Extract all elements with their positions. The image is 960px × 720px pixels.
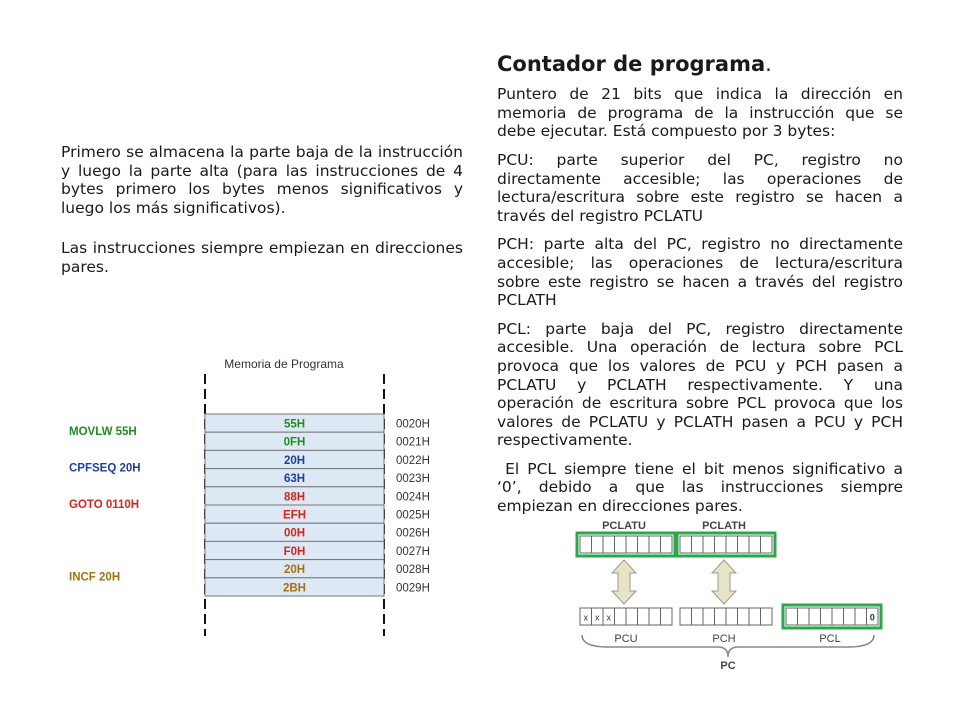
register-bit-cell bbox=[692, 536, 704, 553]
register-bit-cell bbox=[761, 536, 773, 553]
pch-description: PCH: parte alta del PC, registro no directamente accesible; las operaciones de lectura/escritura sobre este registro se hacen a través del registro PCLATH bbox=[497, 235, 903, 310]
register-bit-cell bbox=[749, 608, 761, 625]
register-bit-cell bbox=[649, 536, 661, 553]
register-bit-cell bbox=[761, 608, 773, 625]
register-bit-cell bbox=[592, 536, 604, 553]
register-bit-cell bbox=[626, 608, 638, 625]
memory-address: 0027H bbox=[396, 545, 430, 558]
register-bit-cell bbox=[798, 608, 810, 625]
memory-address: 0028H bbox=[396, 564, 430, 577]
pc-description: Puntero de 21 bits que indica la dirección en memoria de programa de la instrucción que se debe ejecutar. Está compuesto por 3 bytes: bbox=[497, 85, 903, 141]
paragraph-even-addresses: Las instrucciones siempre empiezan en direcciones pares. bbox=[61, 239, 463, 276]
pcu-register bbox=[580, 608, 672, 625]
pcu-unused-bit: x bbox=[606, 612, 611, 623]
pcl-lsb-bit: 0 bbox=[869, 612, 875, 623]
instruction-label: INCF 20H bbox=[69, 571, 121, 584]
memory-cell-value: 0FH bbox=[283, 436, 306, 449]
register-bit-cell bbox=[726, 608, 738, 625]
program-counter-section bbox=[497, 52, 908, 526]
register-bit-cell bbox=[703, 536, 715, 553]
register-bit-cell bbox=[615, 536, 627, 553]
memory-address: 0021H bbox=[396, 436, 430, 449]
register-bit-cell bbox=[703, 608, 715, 625]
pclatu-pcu-double-arrow bbox=[612, 560, 636, 604]
memory-address: 0023H bbox=[396, 473, 430, 486]
section-title bbox=[497, 52, 903, 77]
memory-cell-value: 55H bbox=[283, 418, 306, 431]
register-bit-cell bbox=[844, 608, 856, 625]
memory-cell-value: F0H bbox=[283, 545, 306, 558]
pc-register-diagram bbox=[568, 515, 908, 675]
pch-label: PCH bbox=[712, 633, 736, 645]
register-bit-cell bbox=[832, 608, 844, 625]
pch-register bbox=[680, 608, 772, 625]
register-bit-cell bbox=[638, 608, 650, 625]
pclatu-register bbox=[577, 533, 675, 556]
instruction-label: CPFSEQ 20H bbox=[69, 462, 141, 475]
pcl-label: PCL bbox=[819, 633, 841, 645]
register-bit-cell bbox=[749, 536, 761, 553]
instruction-label: MOVLW 55H bbox=[69, 426, 137, 438]
memory-address: 0024H bbox=[396, 491, 430, 504]
register-bit-cell bbox=[603, 536, 615, 553]
memory-title: Memoria de Programa bbox=[224, 357, 344, 371]
register-bit-cell bbox=[680, 536, 692, 553]
memory-address: 0025H bbox=[396, 509, 430, 522]
pcu-label: PCU bbox=[614, 633, 638, 645]
register-bit-cell bbox=[680, 608, 692, 625]
section-title-suffix: . bbox=[765, 52, 772, 76]
memory-cell-value: 20H bbox=[283, 564, 306, 577]
register-bit-cell bbox=[626, 536, 638, 553]
memory-cell-value: 88H bbox=[283, 491, 306, 504]
register-bit-cell bbox=[649, 608, 661, 625]
pc-label: PC bbox=[720, 660, 736, 672]
paragraph-storage-order: Primero se almacena la parte baja de la instrucción y luego la parte alta (para las instrucciones de 4 bytes primero los bytes menos significativos y luego los más significativos). bbox=[61, 143, 463, 217]
memory-cell-value: 20H bbox=[283, 454, 306, 467]
register-bit-cell bbox=[809, 608, 821, 625]
memory-cell-value: 00H bbox=[283, 527, 306, 540]
pcu-unused-bit: x bbox=[583, 612, 588, 623]
register-bit-cell bbox=[821, 608, 833, 625]
section-title-text: Contador de programa bbox=[497, 52, 766, 76]
program-memory-diagram bbox=[60, 348, 460, 640]
memory-address: 0022H bbox=[396, 454, 430, 467]
register-bit-cell bbox=[738, 536, 750, 553]
register-bit-cell bbox=[738, 608, 750, 625]
register-bit-cell bbox=[661, 608, 673, 625]
pcu-description: PCU: parte superior del PC, registro no directamente accesible; las operaciones de lectura/escritura sobre este registro se hacen a través del registro PCLATU bbox=[497, 150, 903, 225]
memory-address: 0026H bbox=[396, 527, 430, 540]
pcl-lsb-note: El PCL siempre tiene el bit menos significativo a ‘0’, debido a que las instrucciones siempre empiezan en direcciones pares. bbox=[497, 459, 908, 516]
pclatu-label: PCLATU bbox=[602, 520, 646, 532]
memory-cell-value: 2BH bbox=[282, 582, 307, 595]
pcl-register bbox=[783, 605, 881, 628]
left-text-block bbox=[61, 143, 463, 299]
register-bit-cell bbox=[855, 608, 867, 625]
memory-cell-value: 63H bbox=[283, 473, 306, 486]
memory-address: 0029H bbox=[396, 582, 430, 595]
memory-cell-value: EFH bbox=[283, 509, 306, 522]
instruction-label: GOTO 0110H bbox=[69, 498, 140, 511]
pcu-unused-bit: x bbox=[595, 612, 600, 623]
register-bit-cell bbox=[661, 536, 673, 553]
register-bit-cell bbox=[786, 608, 798, 625]
register-bit-cell bbox=[615, 608, 627, 625]
register-bit-cell bbox=[580, 536, 592, 553]
register-bit-cell bbox=[726, 536, 738, 553]
pclath-label: PCLATH bbox=[702, 520, 746, 532]
pcl-description: PCL: parte baja del PC, registro directamente accesible. Una operación de lectura sobre PCL provoca que los valores de PCU y PCH pasen a PCLATU y PCLATH respectivamente. Y una operación de escritura sobre PCL provoca que los valores de PCLATU y PCLATH pasen a PCU y PCH respectivamente. bbox=[497, 319, 903, 450]
register-bit-cell bbox=[638, 536, 650, 553]
memory-address: 0020H bbox=[396, 418, 430, 431]
register-bit-cell bbox=[715, 536, 727, 553]
register-bit-cell bbox=[692, 608, 704, 625]
register-bit-cell bbox=[715, 608, 727, 625]
pclath-pch-double-arrow bbox=[712, 560, 736, 604]
pclath-register bbox=[677, 533, 775, 556]
